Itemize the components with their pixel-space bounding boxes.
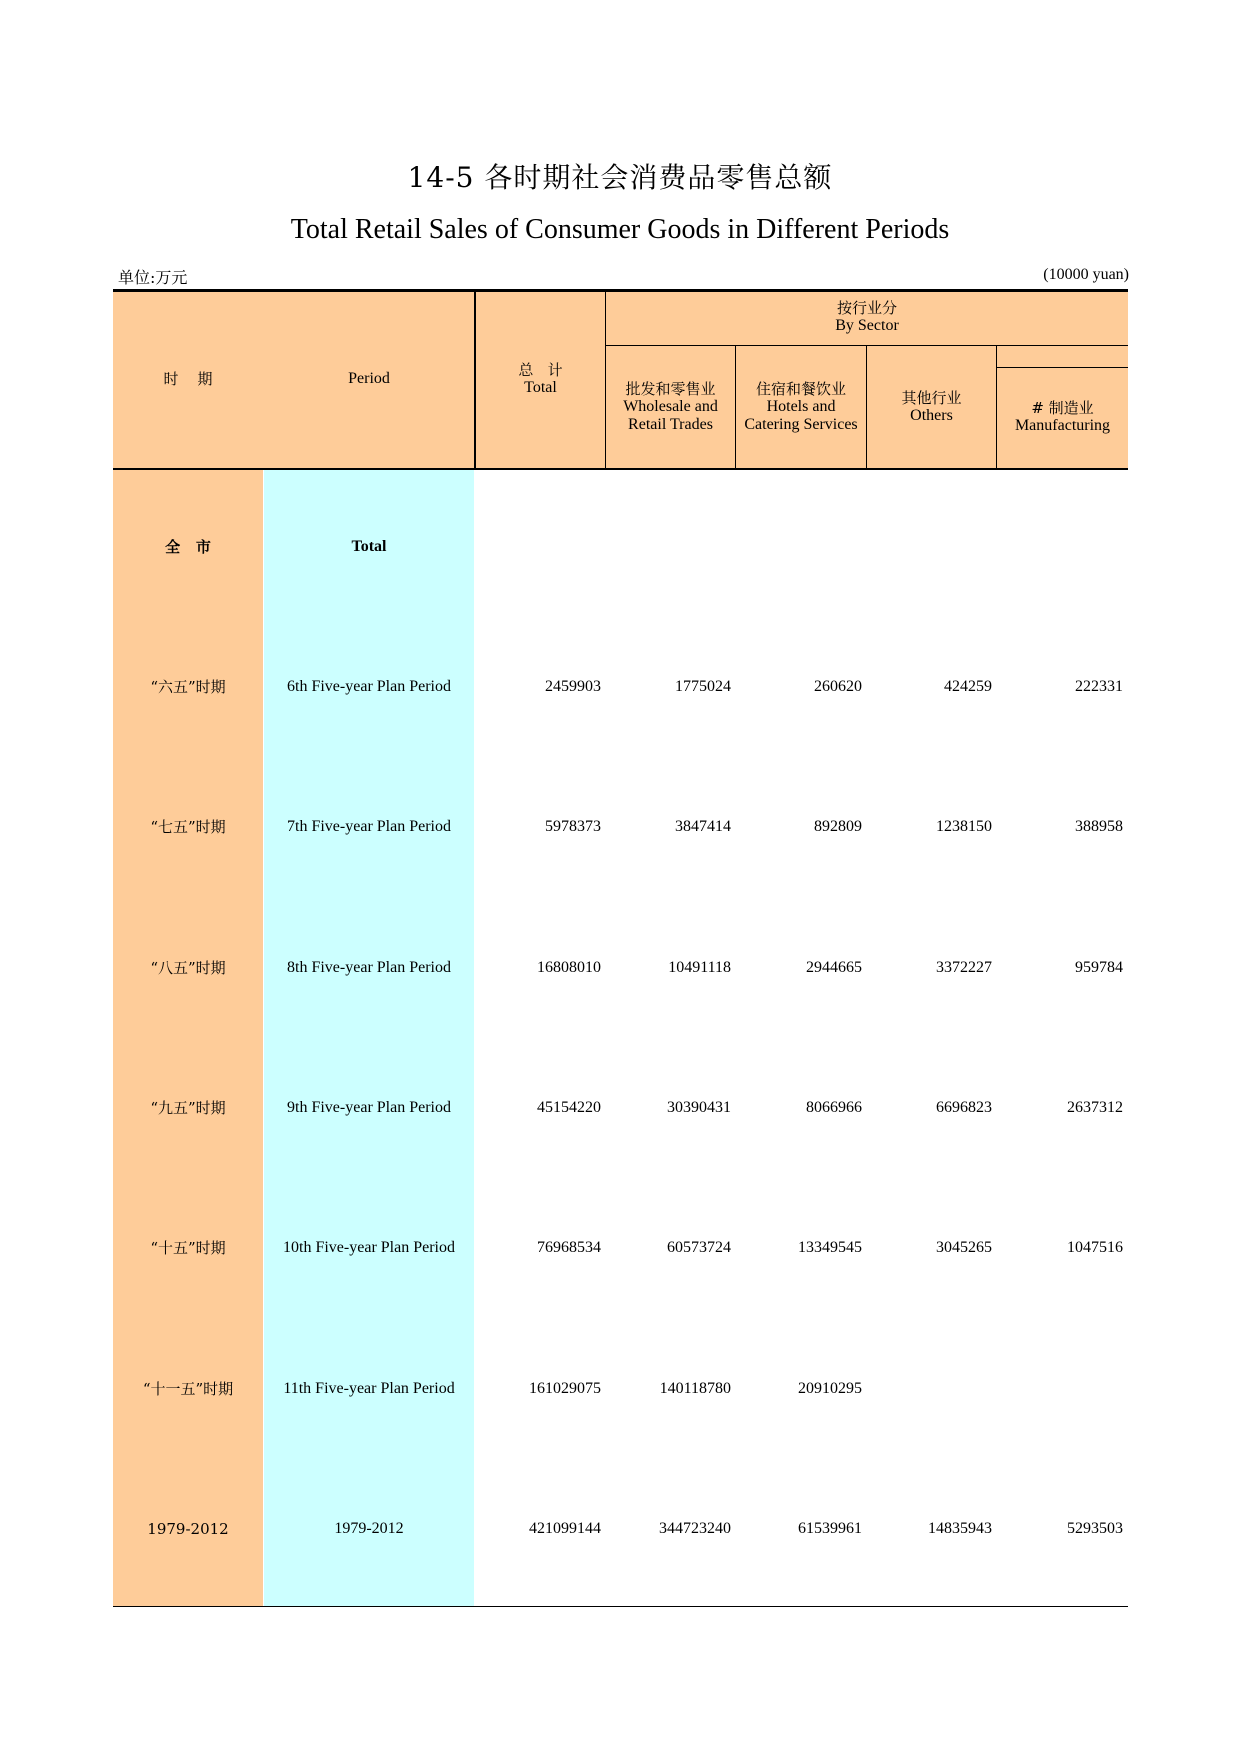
header-hotels-chinese: 住宿和餐饮业	[755, 380, 846, 398]
header-period-chinese-text: 时 期	[163, 370, 213, 388]
row-period-english: 6th Five-year Plan Period	[287, 678, 451, 695]
row-hotels: 13349545	[798, 1239, 862, 1256]
header-top-rule	[113, 289, 1128, 292]
header-manufacturing-english: Manufacturing	[1014, 417, 1111, 434]
row-period-english: 10th Five-year Plan Period	[283, 1239, 455, 1256]
row-period-english: 7th Five-year Plan Period	[287, 818, 451, 835]
row-wholesale: 1775024	[675, 678, 731, 695]
table-bottom-rule	[113, 1606, 1128, 1607]
row-period-english: 11th Five-year Plan Period	[283, 1380, 455, 1397]
row-manufacturing: 1047516	[1067, 1239, 1123, 1256]
header-wholesale-chinese: 批发和零售业	[625, 380, 716, 398]
row-total: 161029075	[529, 1380, 601, 1397]
header-others-english: Others	[910, 407, 953, 424]
row-total: 76968534	[537, 1239, 601, 1256]
row-wholesale: 3847414	[675, 818, 731, 835]
row-hotels: 892809	[814, 818, 862, 835]
row-period-english: 1979-2012	[334, 1520, 404, 1537]
row-wholesale: 344723240	[659, 1520, 731, 1537]
section-label-chinese: 全 市	[165, 538, 211, 556]
row-period-chinese: “九五”时期	[150, 1099, 226, 1117]
row-total: 16808010	[537, 959, 601, 976]
row-period-chinese: 1979-2012	[147, 1520, 229, 1538]
row-hotels: 8066966	[806, 1099, 862, 1116]
row-period-chinese: “七五”时期	[150, 818, 226, 836]
header-manufacturing-chinese: # 制造业	[1031, 399, 1094, 417]
row-period-english: 8th Five-year Plan Period	[287, 959, 451, 976]
row-period-english: 9th Five-year Plan Period	[287, 1099, 451, 1116]
header-period-english: Period	[348, 370, 390, 387]
row-wholesale: 10491118	[668, 959, 731, 976]
row-hotels: 20910295	[798, 1380, 862, 1397]
row-others: 14835943	[928, 1520, 992, 1537]
header-by-sector-english: By Sector	[835, 317, 899, 334]
page-title-chinese: 14-5 各时期社会消费品零售总额	[407, 161, 833, 194]
period-english-column	[264, 470, 474, 1606]
row-manufacturing: 388958	[1075, 818, 1123, 835]
row-others: 3372227	[936, 959, 992, 976]
row-others: 3045265	[936, 1239, 992, 1256]
row-manufacturing: 222331	[1075, 678, 1123, 695]
header-others	[867, 389, 996, 425]
row-others: 1238150	[936, 818, 992, 835]
row-period-chinese: “十五”时期	[150, 1239, 226, 1257]
header-others-chinese: 其他行业	[901, 389, 962, 407]
header-hotels	[736, 380, 866, 434]
row-period-chinese: “六五”时期	[150, 678, 226, 696]
row-others: 424259	[944, 678, 992, 695]
header-hotels-english-1: Hotels and	[766, 398, 836, 415]
row-period-chinese: “八五”时期	[150, 959, 226, 977]
row-wholesale: 140118780	[659, 1380, 731, 1397]
header-total-chinese: 总 计	[518, 361, 563, 379]
unit-label-chinese: 单位:万元	[118, 268, 188, 287]
row-wholesale: 60573724	[667, 1239, 731, 1256]
row-total: 5978373	[545, 818, 601, 835]
header-hotels-english-2: Catering Services	[744, 416, 858, 433]
manufacturing-top-rule	[996, 367, 1128, 368]
header-wholesale-english-1: Wholesale and	[623, 398, 718, 415]
header-by-sector	[606, 299, 1128, 335]
row-total: 45154220	[537, 1099, 601, 1116]
section-label-english: Total	[351, 538, 387, 555]
row-manufacturing: 2637312	[1067, 1099, 1123, 1116]
row-others: 6696823	[936, 1099, 992, 1116]
row-hotels: 61539961	[798, 1520, 862, 1537]
row-hotels: 2944665	[806, 959, 862, 976]
row-manufacturing: 959784	[1075, 959, 1123, 976]
period-chinese-column	[113, 470, 263, 1606]
header-wholesale	[606, 380, 735, 434]
row-hotels: 260620	[814, 678, 862, 695]
row-total: 2459903	[545, 678, 601, 695]
row-manufacturing: 5293503	[1067, 1520, 1123, 1537]
row-period-chinese: “十一五”时期	[142, 1380, 234, 1398]
header-wholesale-english-2: Retail Trades	[628, 416, 713, 433]
page-title-english: Total Retail Sales of Consumer Goods in Different Periods	[290, 214, 950, 245]
header-manufacturing	[997, 399, 1128, 435]
header-period-chinese	[113, 370, 263, 389]
row-total: 421099144	[529, 1520, 601, 1537]
header-by-sector-chinese: 按行业分	[836, 299, 897, 317]
header-total-english: Total	[524, 379, 557, 396]
header-total	[476, 361, 605, 397]
row-wholesale: 30390431	[667, 1099, 731, 1116]
unit-label-english: (10000 yuan)	[1043, 266, 1129, 283]
